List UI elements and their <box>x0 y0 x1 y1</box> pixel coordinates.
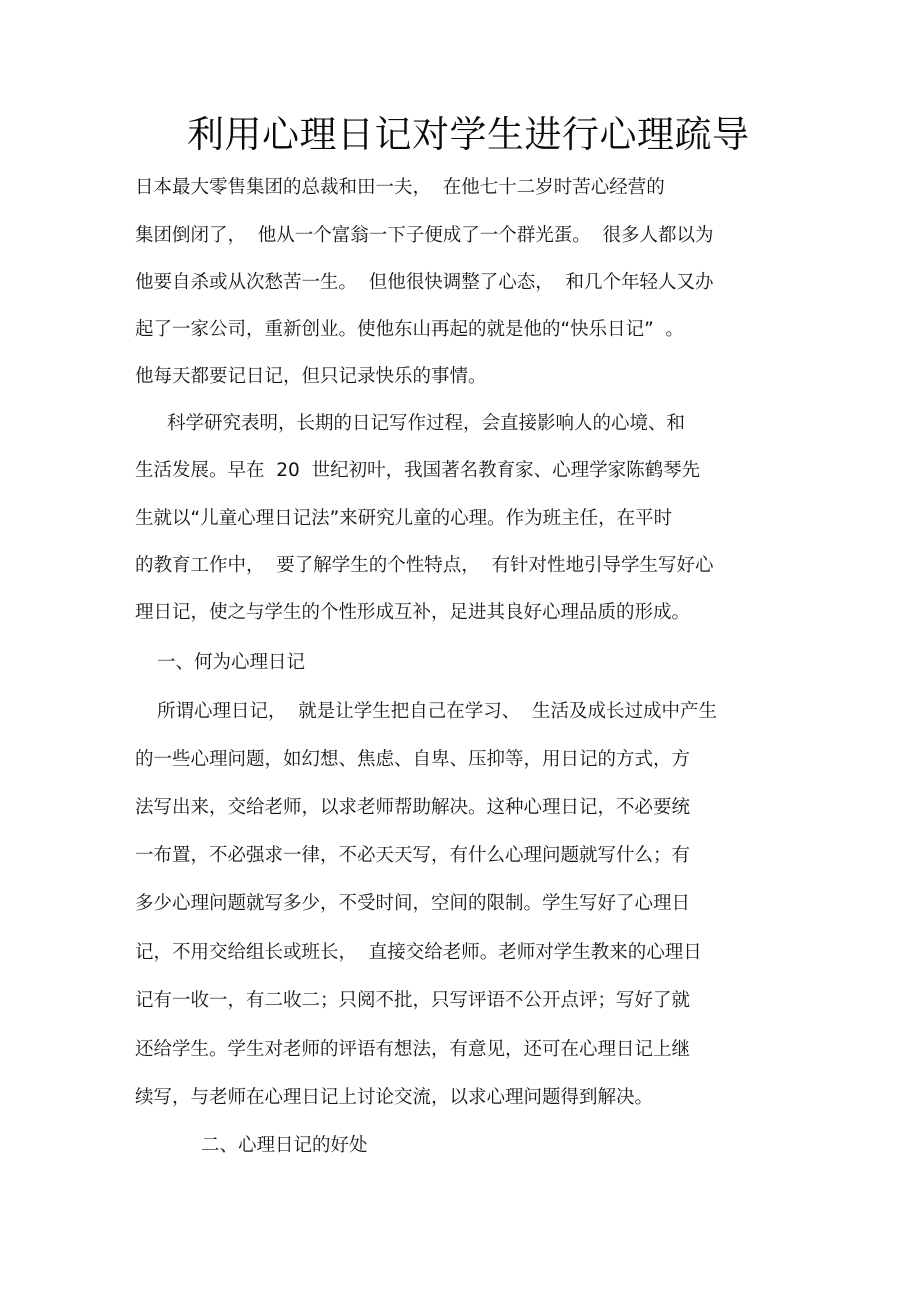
paragraph-line: 起了一家公司，重新创业。使他东山再起的就是他的“快乐日记” 。 <box>135 319 684 340</box>
paragraph-line: 续写，与老师在心理日记上讨论交流，以求心理问题得到解决。 <box>135 1087 654 1108</box>
paragraph-line: 多少心理问题就写多少，不受时间，空间的限制。学生写好了心理日 <box>135 893 691 914</box>
paragraph-line: 一布置，不必强求一律，不必天天写，有什么心理问题就写什么；有 <box>135 845 691 866</box>
paragraph-line: 所谓心理日记， 就是让学生把自己在学习、 生活及成长过成中产生 <box>157 701 718 722</box>
paragraph-line: 他每天都要记日记，但只记录快乐的事情。 <box>135 366 487 387</box>
paragraph-line: 还给学生。学生对老师的评语有想法，有意见，还可在心理日记上继 <box>135 1039 691 1060</box>
paragraph-line: 集团倒闭了， 他从一个富翁一下子便成了一个群光蛋。 很多人都以为 <box>135 225 714 246</box>
paragraph-line: 生活发展。早在 20 世纪初叶，我国著名教育家、心理学家陈鹤琴先 <box>135 460 701 481</box>
paragraph-line: 的一些心理问题，如幻想、焦虑、自卑、压抑等，用日记的方式，方 <box>135 749 691 770</box>
section-heading: 二、心理日记的好处 <box>201 1135 368 1156</box>
paragraph-line: 科学研究表明，长期的日记写作过程，会直接影响人的心境、和 <box>167 413 686 434</box>
paragraph-line: 记有一收一，有二收二；只阅不批，只写评语不公开点评；写好了就 <box>135 990 691 1011</box>
paragraph-line: 他要自杀或从次愁苦一生。 但他很快调整了心态， 和几个年轻人又办 <box>135 272 714 293</box>
section-heading: 一、何为心理日记 <box>157 652 306 673</box>
paragraph-line: 生就以“儿童心理日记法”来研究儿童的心理。作为班主任，在平时 <box>135 508 673 529</box>
paragraph-line: 记，不用交给组长或班长， 直接交给老师。老师对学生教来的心理日 <box>135 942 702 963</box>
paragraph-line: 日本最大零售集团的总裁和田一夫， 在他七十二岁时苦心经营的 <box>135 177 665 198</box>
paragraph-line: 法写出来，交给老师，以求老师帮助解决。这种心理日记，不必要统 <box>135 797 691 818</box>
paragraph-line: 的教育工作中， 要了解学生的个性特点， 有针对性地引导学生写好心 <box>135 555 714 576</box>
paragraph-line: 理日记，使之与学生的个性形成互补，足进其良好心理品质的形成。 <box>135 602 691 623</box>
document-title: 利用心理日记对学生进行心理疏导 <box>187 113 750 156</box>
